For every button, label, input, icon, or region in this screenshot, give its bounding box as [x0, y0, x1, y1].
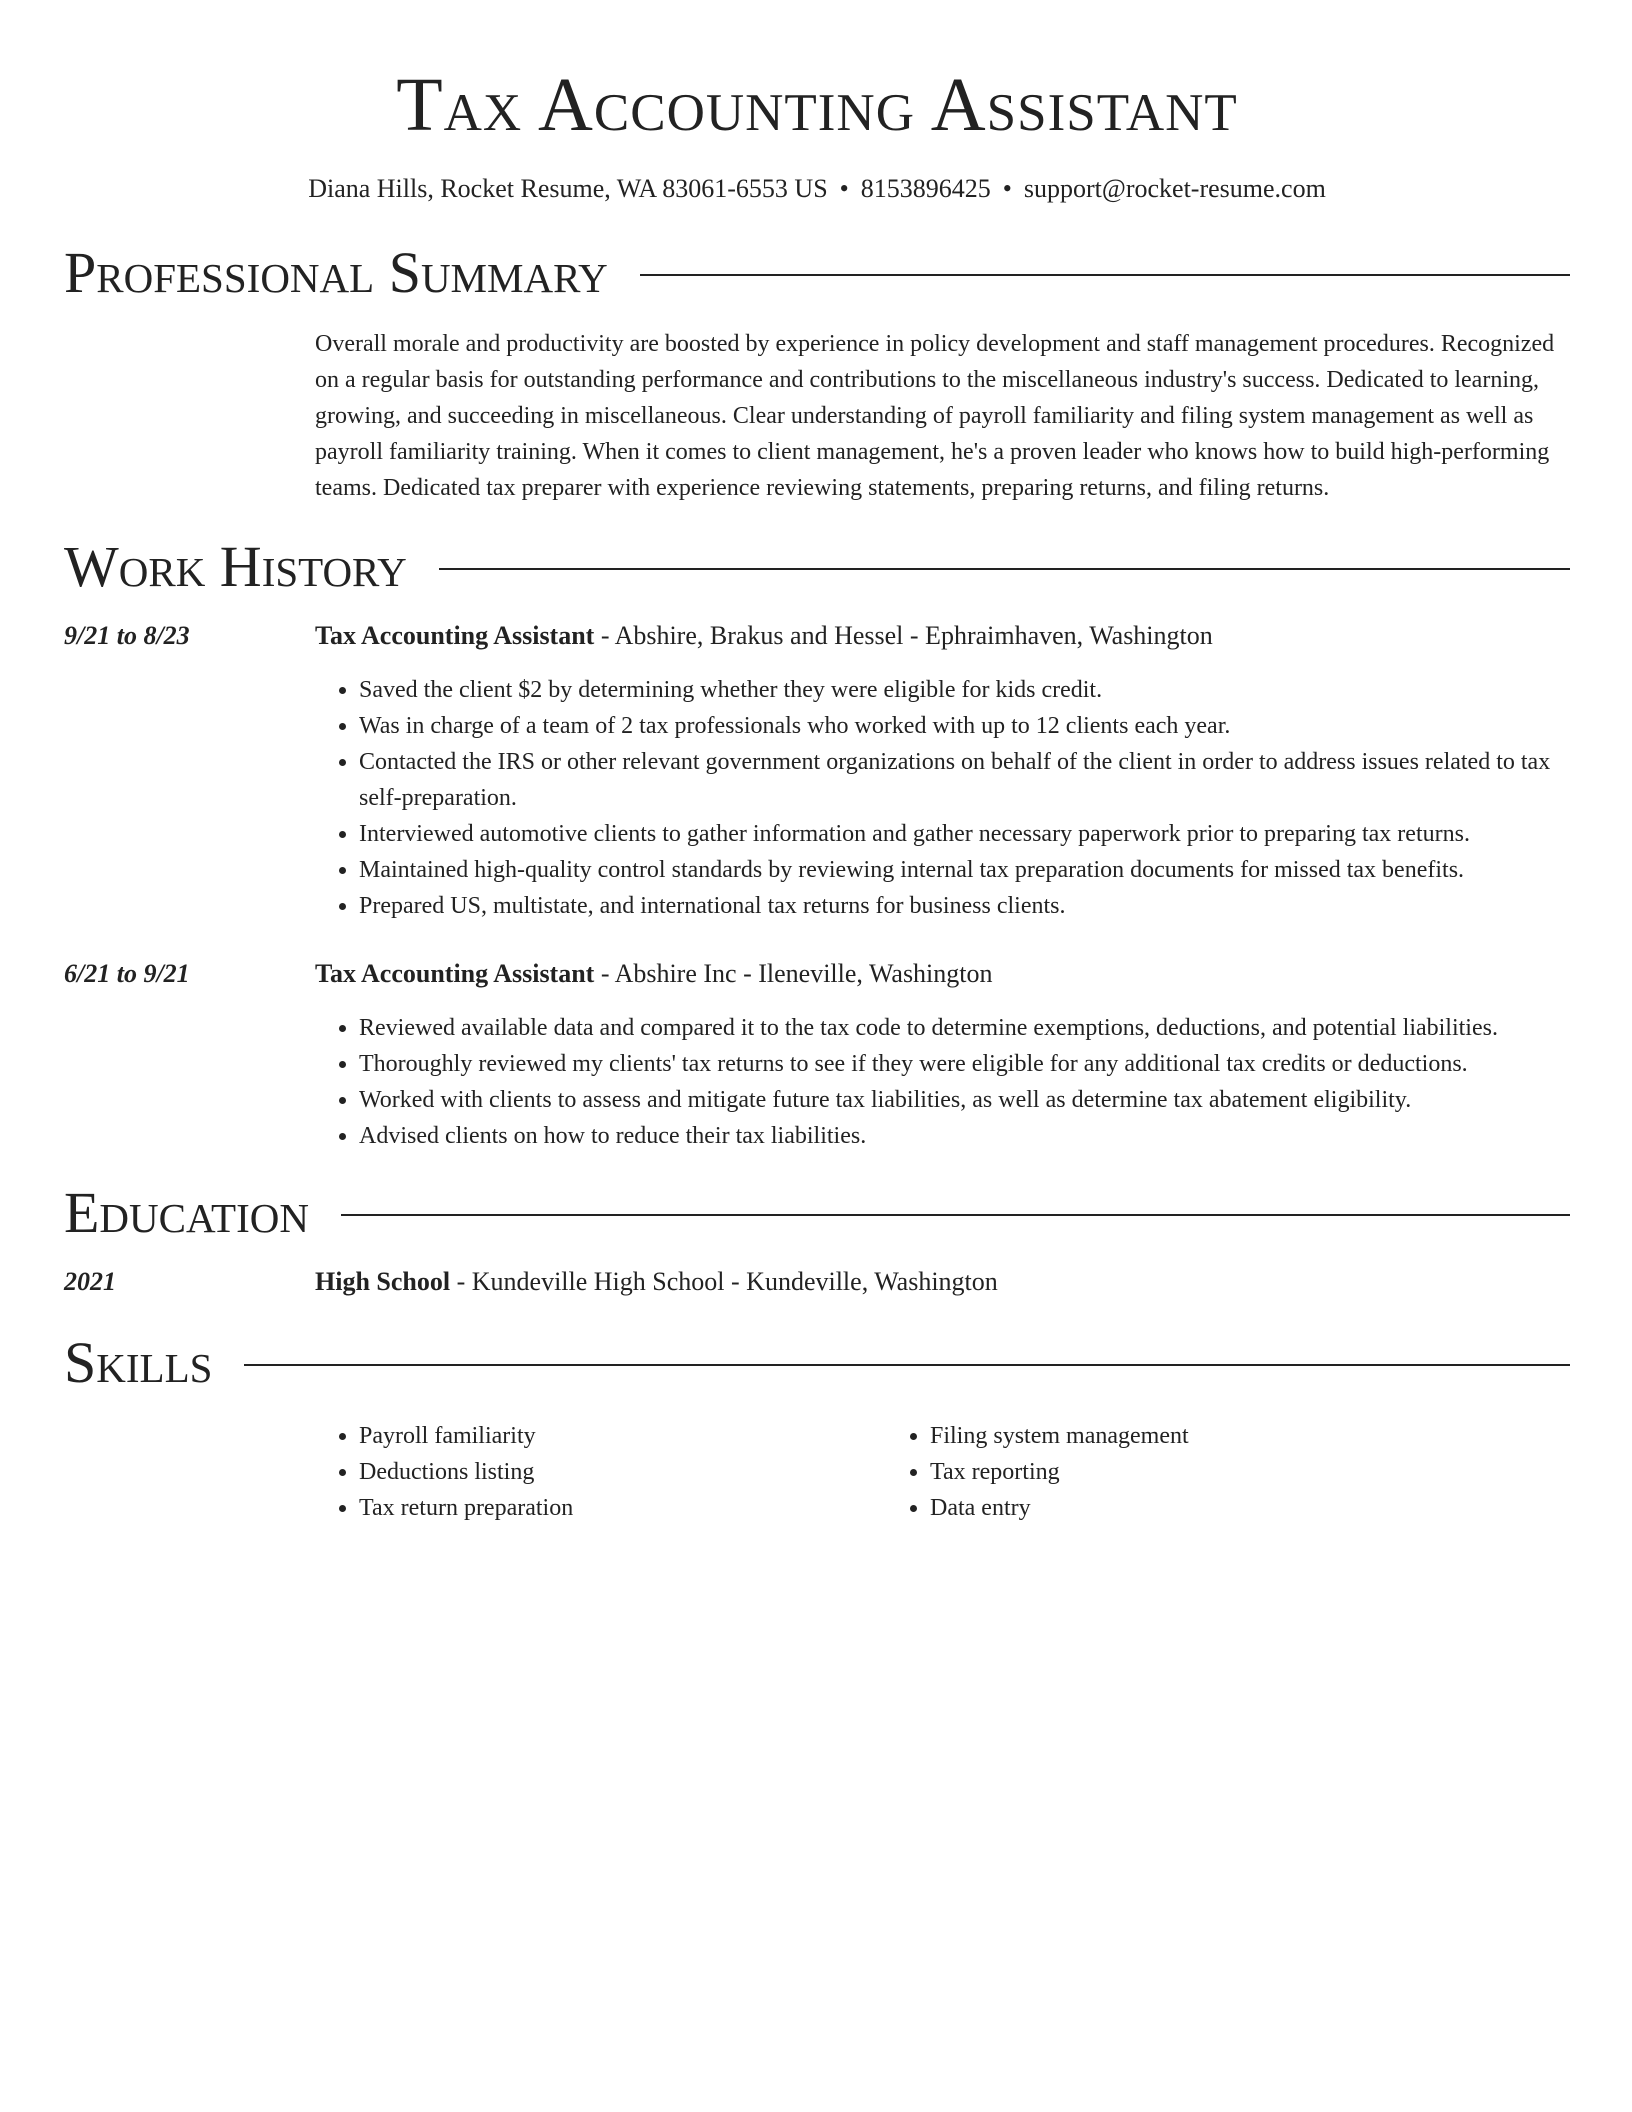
contact-line	[64, 172, 1570, 206]
job-heading	[315, 618, 1570, 654]
education-year: 2021	[64, 1267, 116, 1296]
job-bullet: • Reviewed available data and compared it to the tax code to determine exemptions, deductions, and potential liabilities.	[359, 1010, 1570, 1046]
skills-list-right	[886, 1418, 1457, 1526]
education-section-header	[64, 1180, 1570, 1246]
job-heading	[315, 956, 1570, 992]
job-bullet: • Was in charge of a team of 2 tax professionals who worked with up to 12 clients each year.	[359, 708, 1570, 744]
section-divider	[640, 274, 1570, 276]
job-bullet: • Worked with clients to assess and mitigate future tax liabilities, as well as determine tax abatement eligibility.	[359, 1082, 1570, 1118]
job-bullet-list	[315, 1010, 1570, 1154]
job-bullet: • Prepared US, multistate, and international tax returns for business clients.	[359, 888, 1570, 924]
job-body	[315, 618, 1570, 924]
job-body	[315, 956, 1570, 1154]
skills-heading: Skills	[64, 1330, 213, 1395]
skills-grid	[315, 1418, 1570, 1526]
job-bullet: • Thoroughly reviewed my clients' tax returns to see if they were eligible for any additional tax credits or deductions.	[359, 1046, 1570, 1082]
section-divider	[341, 1214, 1570, 1216]
resume-page	[64, 0, 1570, 1526]
job-bullet: • Maintained high-quality control standards by reviewing internal tax preparation documents for missed tax benefits.	[359, 852, 1570, 888]
summary-heading: Professional Summary	[64, 240, 608, 305]
work-section-header	[64, 534, 1570, 600]
job-employer: - Abshire Inc - Ileneville, Washington	[594, 959, 993, 988]
contact-separator: •	[839, 174, 849, 203]
education-school: - Kundeville High School - Kundeville, Washington	[450, 1267, 998, 1296]
job-dates: 6/21 to 9/21	[64, 959, 190, 988]
contact-separator: •	[1002, 174, 1012, 203]
education-degree: High School	[315, 1267, 451, 1296]
summary-spacer	[64, 326, 315, 506]
skill-item: • Payroll familiarity	[359, 1418, 886, 1454]
job-bullet-list	[315, 672, 1570, 924]
section-divider	[439, 568, 1570, 570]
summary-section-header	[64, 240, 1570, 306]
summary-row	[64, 326, 1570, 506]
skills-spacer	[64, 1396, 315, 1526]
summary-text: Overall morale and productivity are boosted by experience in policy development and staff management procedures. Recognized on a regular basis for outstanding performance and contributions to the miscellaneous industry's success. Dedicated to learning, growing, and succeeding in miscellaneous. Clear understanding of payroll familiarity and filing system management as well as payroll familiarity training. When it comes to client management, he's a proven leader who knows how to build high-performing teams. Dedicated tax preparer with experience reviewing statements, preparing returns, and filing returns.	[315, 331, 1555, 501]
job-title: Tax Accounting Assistant	[315, 621, 595, 650]
resume-title: Tax Accounting Assistant	[396, 63, 1238, 147]
contact-address: Diana Hills, Rocket Resume, WA 83061-6553 US	[308, 174, 828, 203]
skills-list-left	[315, 1418, 886, 1526]
job-bullet: • Advised clients on how to reduce their tax liabilities.	[359, 1118, 1570, 1154]
job-employer: - Abshire, Brakus and Hessel - Ephraimhaven, Washington	[594, 621, 1213, 650]
skills-row	[64, 1396, 1570, 1526]
job-bullet: • Contacted the IRS or other relevant government organizations on behalf of the client in order to address issues related to tax self-preparation.	[359, 744, 1570, 816]
skill-item: • Filing system management	[930, 1418, 1457, 1454]
education-body	[315, 1264, 1570, 1300]
job-dates: 9/21 to 8/23	[64, 621, 190, 650]
job-bullet: • Interviewed automotive clients to gather information and gather necessary paperwork prior to preparing tax returns.	[359, 816, 1570, 852]
work-heading: Work History	[64, 534, 407, 599]
job-entry	[64, 956, 1570, 1154]
skill-item: • Deductions listing	[359, 1454, 886, 1490]
job-entry	[64, 618, 1570, 924]
section-divider	[244, 1364, 1570, 1366]
skill-item: • Tax return preparation	[359, 1490, 886, 1526]
contact-phone: 8153896425	[860, 174, 991, 203]
job-bullet: • Saved the client $2 by determining whether they were eligible for kids credit.	[359, 672, 1570, 708]
education-entry	[64, 1264, 1570, 1300]
education-heading: Education	[64, 1180, 309, 1245]
skills-section-header	[64, 1330, 1570, 1396]
skill-item: • Tax reporting	[930, 1454, 1457, 1490]
contact-email: support@rocket-resume.com	[1023, 174, 1326, 203]
job-title: Tax Accounting Assistant	[315, 959, 595, 988]
skill-item: • Data entry	[930, 1490, 1457, 1526]
